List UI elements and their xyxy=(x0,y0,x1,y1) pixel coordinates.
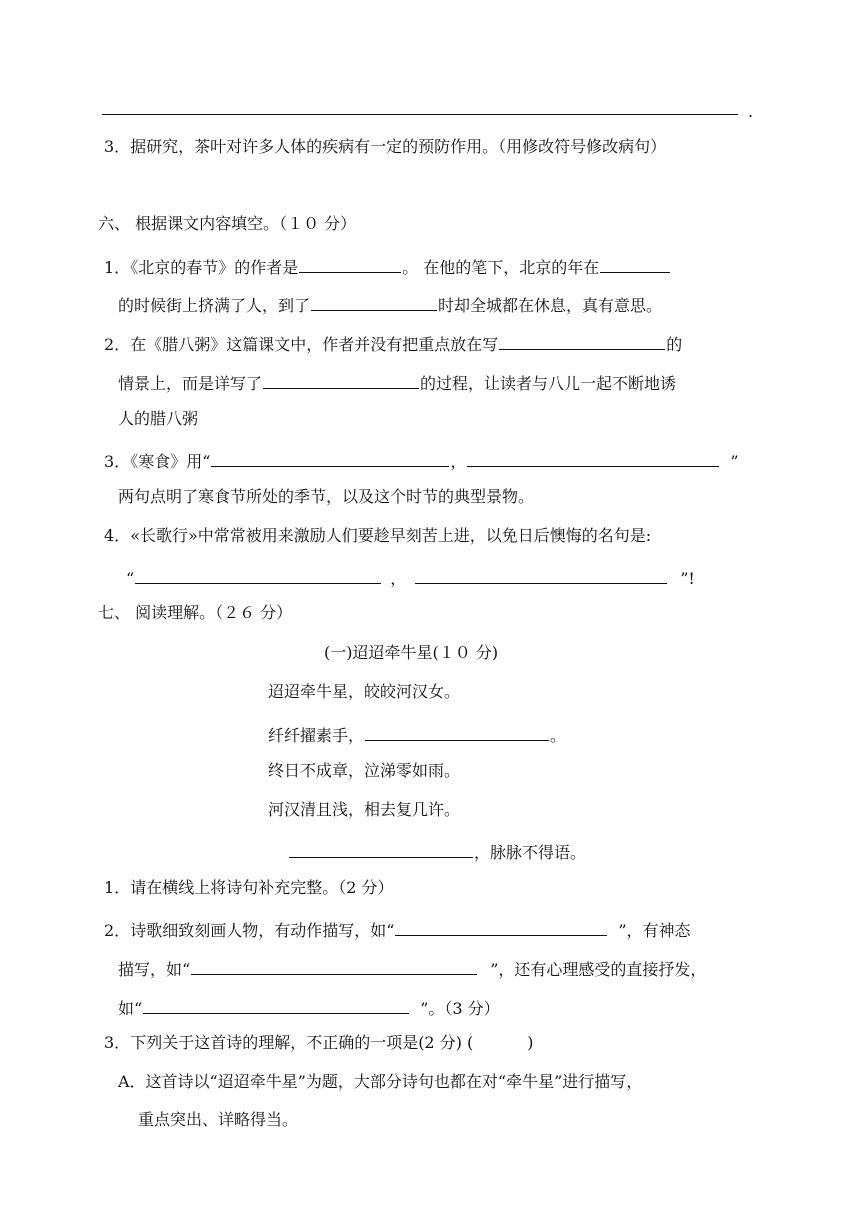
s6-q2-line1 xyxy=(104,329,682,357)
s7-q2-line1 xyxy=(104,915,691,943)
q-num: 1． xyxy=(104,878,131,897)
q-num: 3． xyxy=(104,1033,131,1052)
text: 的 xyxy=(666,335,683,354)
q-num: 2． xyxy=(104,335,131,354)
text: 描写，如“ xyxy=(118,960,191,979)
blank-time1[interactable] xyxy=(600,252,670,273)
text: ”，还有心理感受的直接抒发， xyxy=(490,960,707,979)
q-num: 1． xyxy=(104,258,131,277)
text: 《寒食》用“ xyxy=(130,452,211,471)
blank-action[interactable] xyxy=(395,915,607,936)
poem-line-3: 终日不成章，泣涕零如雨。 xyxy=(268,761,461,780)
s7-q1 xyxy=(104,876,393,900)
text: 在《腊八粥》这篇课文中，作者并没有把重点放在写 xyxy=(130,335,499,354)
s6-q4-line2 xyxy=(126,563,695,591)
section6-heading: 六、 根据课文内容填空。（１０ 分） xyxy=(98,214,357,233)
text: 的时候街上挤满了人，到了 xyxy=(118,296,311,315)
text: ”! xyxy=(680,569,695,588)
blank-expression[interactable] xyxy=(191,954,477,975)
section7-heading: 七、 阅读理解。（２６ 分） xyxy=(98,603,293,622)
blank-author[interactable] xyxy=(299,252,401,273)
text: 《北京的春节》的作者是 xyxy=(130,258,299,277)
s6-q2-line3: 人的腊八粥 xyxy=(118,409,199,428)
q-num: 2． xyxy=(104,921,131,940)
poem-line-1: 迢迢牵牛星，皎皎河汉女。 xyxy=(268,682,461,701)
poem-line-5 xyxy=(288,837,586,865)
s7-q2-line3 xyxy=(118,993,500,1021)
text: «长歌行»中常常被用来激励人们要趁早刻苦上进，以免日后懊悔的名句是: xyxy=(130,526,652,545)
text: ”。（3 分） xyxy=(420,999,500,1018)
text: ，脉脉不得语。 xyxy=(474,843,587,862)
text: 时却全城都在休息，真有意思。 xyxy=(438,296,663,315)
blank-poem1[interactable] xyxy=(211,446,449,467)
blank-process[interactable] xyxy=(263,368,419,389)
text: 。 xyxy=(550,726,567,745)
text: ， xyxy=(390,569,407,588)
s6-q1-line2 xyxy=(118,290,662,318)
text: 请在横线上将诗句补充完整。（2 分） xyxy=(130,878,394,897)
text: ”，有神态 xyxy=(618,921,691,940)
text: 情景上，而是详写了 xyxy=(118,374,263,393)
poem-line-4: 河汉清且浅，相去复几许。 xyxy=(268,800,461,819)
text: 下列关于这首诗的理解，不正确的一项是(2 分) ( xyxy=(130,1033,474,1052)
s6-q4-line1 xyxy=(104,524,651,548)
text: 的过程，让读者与八儿一起不断地诱 xyxy=(420,374,677,393)
s6-q3-line1 xyxy=(104,446,739,474)
text: 纤纤擢素手， xyxy=(268,726,365,745)
text: ， xyxy=(450,452,467,471)
s6-q1-line1 xyxy=(104,252,671,280)
text: “ xyxy=(126,569,135,588)
blank-poem-line5[interactable] xyxy=(289,837,473,858)
q-num: 3． xyxy=(104,452,131,471)
text: ” xyxy=(730,452,739,471)
answer-line-top xyxy=(102,114,738,115)
s7-q3 xyxy=(104,1031,534,1055)
blank-poem2[interactable] xyxy=(467,446,719,467)
s6-q2-line2 xyxy=(118,368,676,396)
blank-time2[interactable] xyxy=(311,290,437,311)
poem-title: (一)迢迢牵牛星(１０ 分) xyxy=(324,643,499,662)
blank-poem-line2[interactable] xyxy=(365,720,549,741)
s6-q3-line2: 两句点明了寒食节所处的季节，以及这个时节的典型景物。 xyxy=(118,487,535,506)
text: 。 在他的笔下，北京的年在 xyxy=(402,258,600,277)
poem-line-2 xyxy=(268,720,566,748)
text: ) xyxy=(527,1033,534,1052)
blank-feeling[interactable] xyxy=(143,993,409,1014)
trailing-dot: . xyxy=(748,102,754,121)
blank-focus[interactable] xyxy=(499,329,665,350)
text: 诗歌细致刻画人物，有动作描写，如“ xyxy=(130,921,395,940)
q-num: 4． xyxy=(104,526,131,545)
blank-quote1[interactable] xyxy=(135,563,381,584)
s7-q2-line2 xyxy=(118,954,706,982)
blank-quote2[interactable] xyxy=(415,563,667,584)
text: 如“ xyxy=(118,999,143,1018)
q5-3-text: 3．据研究，茶叶对许多人体的疾病有一定的预防作用。（用修改符号修改病句） xyxy=(104,137,667,156)
s7-q3-option-a-cont: 重点突出、详略得当。 xyxy=(138,1110,299,1129)
s7-q3-option-a: A．这首诗以“迢迢牵牛星”为题，大部分诗句也都在对“牵牛星”进行描写， xyxy=(118,1072,643,1091)
